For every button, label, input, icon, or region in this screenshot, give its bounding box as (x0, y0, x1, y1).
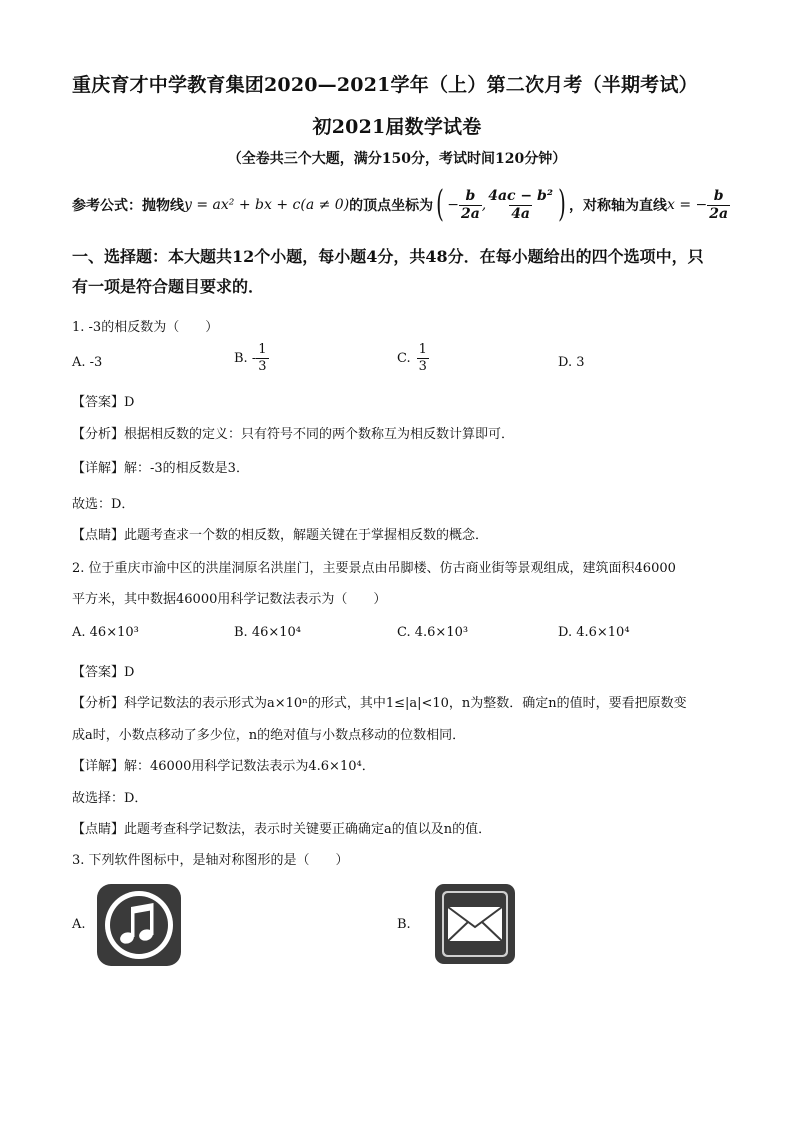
q1-option-c: C. $\frac{1}{3}$ (397, 342, 427, 374)
left-paren: ( (436, 184, 445, 225)
q2-analysis-line1: 【分析】科学记数法的表示形式为a×10ⁿ的形式，其中1≤|a|<10，n为整数．确定n的值时，要看把原数变 (72, 696, 687, 711)
axis-equation: x = − (667, 197, 708, 213)
exam-title-line1: 重庆育才中学教育集团2020—2021学年（上）第二次月考（半期考试） (72, 74, 698, 96)
q1-option-d: D. 3 (558, 355, 585, 370)
q1-comment: 【点睛】此题考查求一个数的相反数，解题关键在于掌握相反数的概念． (72, 528, 489, 543)
q1-stem: 1. -3的相反数为（ ） (72, 320, 219, 335)
q3-option-b-label: B. (397, 917, 411, 932)
q2-analysis-line2: 成a时，小数点移动了多少位，n的绝对值与小数点移动的位数相同． (72, 728, 466, 743)
axis-fraction: $\frac{b}{2a}$ (709, 187, 729, 222)
q2-option-c: C. 4.6×10³ (397, 625, 469, 640)
q1-choice: 故选：D． (72, 497, 135, 512)
exam-subtitle: （全卷共三个大题，满分150分，考试时间120分钟） (227, 151, 567, 167)
envelope-icon (434, 883, 516, 965)
q2-option-d: D. 4.6×10⁴ (558, 625, 630, 640)
right-paren: ) (558, 184, 566, 225)
exam-title-line2: 初2021届数学试卷 (312, 116, 482, 138)
q1-option-a: A. -3 (72, 355, 103, 370)
q3-stem: 3. 下列软件图标中，是轴对称图形的是（ ） (72, 853, 349, 868)
section1-heading-line1: 一、选择题：本大题共12个小题，每小题4分，共48分．在每小题给出的四个选项中，只 (72, 247, 704, 266)
vertex-text: 的顶点坐标为 (349, 198, 434, 214)
q1-analysis: 【分析】根据相反数的定义：只有符号不同的两个数称互为相反数计算即可． (72, 427, 515, 442)
q1-detail: 【详解】解：-3的相反数是3． (72, 461, 249, 476)
music-note-icon (96, 883, 182, 967)
vertex-x-fraction: $\frac{b}{2a}$ (460, 187, 480, 222)
q1-option-b: B. - $\frac{1}{3}$ (234, 342, 267, 374)
formula-label: 参考公式：抛物线 (72, 198, 184, 214)
q2-option-b: B. 46×10⁴ (234, 625, 302, 640)
vertex-y-fraction: $\frac{\text{4ac − b²}}{4a}$ (488, 187, 553, 222)
parabola-equation: y = ax² + bx + c(a ≠ 0) (184, 197, 350, 213)
axis-text: ，对称轴为直线 (569, 198, 668, 214)
q1-answer: 【答案】D (72, 395, 135, 410)
q2-stem-line2: 平方米，其中数据46000用科学记数法表示为（ ） (72, 592, 387, 607)
reference-formula: 参考公式：抛物线 y = ax² + bx + c(a ≠ 0) 的顶点坐标为 ( − $\frac{b}{2a}$ , $\frac{\text{4ac − b²}}{4a}$ ) ，对称轴为直线 x = − $\frac{b}{2a}$ (72, 184, 729, 225)
q2-detail: 【详解】解：46000用科学记数法表示为4.6×10⁴． (72, 759, 375, 774)
section1-heading-line2: 有一项是符合题目要求的． (72, 277, 265, 296)
q2-option-a: A. 46×10³ (72, 625, 139, 640)
q2-comment: 【点睛】此题考查科学记数法，表示时关键要正确确定a的值以及n的值． (72, 822, 492, 837)
q2-stem-line1: 2. 位于重庆市渝中区的洪崖洞原名洪崖门，主要景点由吊脚楼、仿古商业街等景观组成，建筑面积46000 (72, 561, 676, 576)
q2-answer: 【答案】D (72, 665, 135, 680)
q2-choice: 故选择：D． (72, 791, 148, 806)
q3-option-a-label: A. (72, 917, 86, 932)
